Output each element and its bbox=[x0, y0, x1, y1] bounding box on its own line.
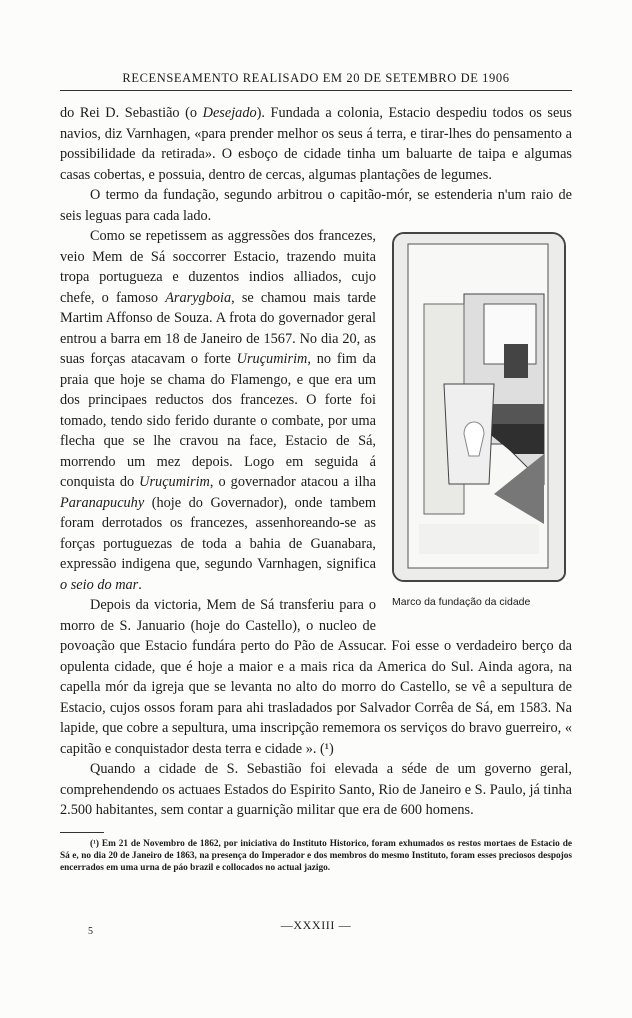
paragraph-2: O termo da fundação, segundo arbitrou o capitão-mór, se estenderia n'um raio de seis leguas para cada lado. bbox=[60, 187, 572, 224]
italic-term: Ararygboia bbox=[165, 289, 232, 306]
paragraph-4: Depois da victoria, Mem de Sá transferiu para o morro de S. Januario (hoje do Castello), o nucleo de povoação que Estacio fundára perto do Pão de Assucar. Foi esse o verdadeiro berço da opulenta cidade, que é hoje a maior e a mais rica da America do Sul. Ainda agora, na capella mór da igreja que se levanta no alto do morro do Castello, se vê a sepultura de Estacio, cujos ossos foram para ahi trasladados por Salvador Corrêa de Sá, em 1583. Na lapide, que cobre a sepultura, uma inscripção rememora os serviços do bravo guerreiro, « capitão e conquistador desta terra e cidade ». (¹) bbox=[60, 597, 572, 757]
header-rule bbox=[60, 90, 572, 91]
body-text bbox=[60, 103, 572, 821]
foundation-marker-photo bbox=[392, 232, 566, 582]
signature-mark: 5 bbox=[88, 926, 93, 937]
italic-term: Paranapucuhy bbox=[60, 494, 145, 511]
figure bbox=[386, 228, 572, 612]
page-header: RECENSEAMENTO REALISADO EM 20 DE SETEMBRO DE 1906 bbox=[122, 71, 510, 85]
italic-term: Uruçumirim bbox=[139, 474, 210, 490]
photo-illustration bbox=[394, 234, 564, 580]
photo-caption: Marco da fundação da cidade bbox=[392, 596, 531, 608]
italic-term: Desejado bbox=[202, 105, 257, 121]
paragraph-3: Como se repetissem as aggressões dos francezes, veio Mem de Sá soccorrer Estacio, trazendo muita tropa portugueza e duzentos indios alliados, cujo chefe, o famoso Ararygboia, se chamou mais tarde Martim Affonso de Souza. A frota do governador geral entrou a barra em 18 de Janeiro de 1567. No dia 20, as suas forças atacavam o forte Uruçumirim, no fim da praia que hoje se chama do Flamengo, e que era um dos principaes reductos dos francezes. O forte foi tomado, tendo sido ferido durante o combate, por uma flecha que se lhe cravou na face, Estacio de Sá, morrendo um mez depois. Logo em seguida á conquista do Uruçumirim, o governador atacou a ilha Paranapucuhy (hoje do Governador), onde tambem foram derrotados os francezes, assenhoreando-se as forças portuguezas de toda a bahia de Guanabara, expressão indigena que, segundo Varnhagen, significa o seio do mar. bbox=[60, 228, 376, 593]
italic-term: o seio do mar bbox=[60, 576, 139, 593]
footnote-rule bbox=[60, 832, 104, 833]
italic-term: Uruçumirim bbox=[236, 351, 308, 367]
folio: —XXXIII — bbox=[280, 918, 352, 932]
paragraph-5: Quando a cidade de S. Sebastião foi elevada a séde de um governo geral, comprehendendo os actuaes Estados do Espirito Santo, Rio de Janeiro e S. Paulo, já tinha 2.500 habitantes, sem contar a guarnição militar que era de 600 homens. bbox=[60, 761, 572, 818]
footnote: (¹) Em 21 de Novembro de 1862, por iniciativa do Instituto Historico, foram exhumados os restos mortaes de Estacio de Sá e, no dia 20 de Janeiro de 1863, na presença do Imperador e dos membros do mesmo Instituto, foram esses preciosos despojos encerrados em uma urna de páo brazil e collocados no actual jazigo. bbox=[60, 839, 572, 873]
paragraph-1: do Rei D. Sebastião (o Desejado). Fundada a colonia, Estacio despediu todos os seus navios, diz Varnhagen, «para prender melhor os seus á terra, e tirar-lhes do pensamento a possibilidade da retirada». O esboço de cidade tinha um baluarte de taipa e algumas casas cobertas, e possuia, dentro de cercas, algumas plantações de legumes. bbox=[60, 105, 572, 183]
